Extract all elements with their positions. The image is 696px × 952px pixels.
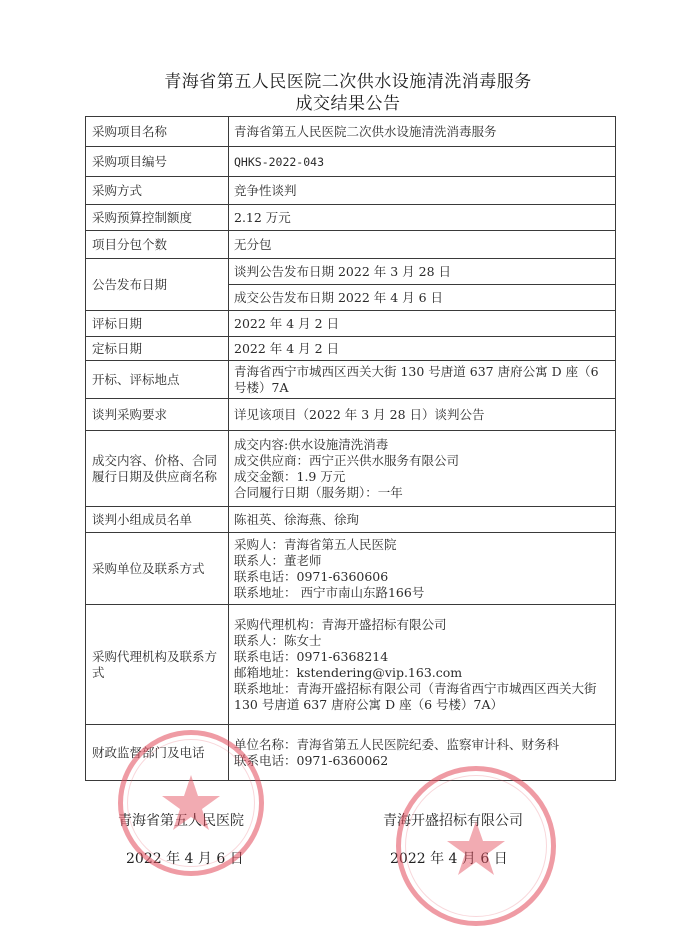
agency-email: 邮箱地址：kstendering@vip.163.com [234,664,463,680]
row-value [229,605,616,725]
result-supplier: 成交供应商：西宁正兴供水服务有限公司 [234,452,460,468]
page-title: 青海省第五人民医院二次供水设施清洗消毒服务 [164,72,532,92]
row-label: 采购方式 [86,177,229,205]
supervision-phone: 联系电话：0971-6360062 [234,752,389,768]
row-label: 项目分包个数 [86,231,229,259]
row-label: 开标、评标地点 [86,361,229,399]
right-signature-date: 2022 年 4 月 6 日 [390,851,508,867]
row-label: 财政监督部门及电话 [86,725,229,781]
row-label: 采购项目名称 [86,117,229,147]
seal-star-icon [401,771,551,921]
table-row [86,507,616,533]
table-row [86,605,616,725]
row-value: 成交公告发布日期 2022 年 4 月 6 日 [229,285,616,311]
left-signature-date: 2022 年 4 月 6 日 [126,851,244,867]
right-official-seal [396,766,556,926]
row-label: 公告发布日期 [86,259,229,311]
result-period: 合同履行日期（服务期）：一年 [234,484,403,500]
row-label: 定标日期 [86,337,229,361]
announcement-table [85,116,616,781]
row-value [229,431,616,507]
row-value: 陈祖英、徐海燕、徐珣 [229,507,616,533]
agency-contact: 联系人：陈女士 [234,632,322,648]
supervision-unit: 单位名称：青海省第五人民医院纪委、监察审计科、财务科 [234,736,560,752]
purchaser-address: 联系地址： 西宁市南山东路166号 [234,584,425,600]
table-row [86,361,616,399]
table-row [86,725,616,781]
page-subtitle: 成交结果公告 [295,94,401,114]
table-row [86,431,616,507]
result-amount: 成交金额：1.9 万元 [234,468,346,484]
row-label: 采购项目编号 [86,147,229,177]
row-label: 谈判采购要求 [86,399,229,431]
table-row [86,205,616,231]
row-label: 采购预算控制额度 [86,205,229,231]
purchaser-contact: 联系人：董老师 [234,552,322,568]
purchaser-phone: 联系电话：0971-6360606 [234,568,389,584]
row-value: 谈判公告发布日期 2022 年 3 月 28 日 [229,259,616,285]
agency-phone: 联系电话：0971-6368214 [234,648,389,664]
result-content: 成交内容:供水设施清洗消毒 [234,436,389,452]
row-value [229,725,616,781]
right-signature-org: 青海开盛招标有限公司 [383,813,523,829]
agency-name: 采购代理机构：青海开盛招标有限公司 [234,616,447,632]
table-row [86,337,616,361]
row-label: 成交内容、价格、合同履行日期及供应商名称 [86,431,229,507]
row-label: 谈判小组成员名单 [86,507,229,533]
row-label: 采购代理机构及联系方式 [86,605,229,725]
row-value: QHKS-2022-043 [229,147,616,177]
row-value: 无分包 [229,231,616,259]
row-value [229,533,616,605]
table-row [86,117,616,147]
table-row [86,259,616,285]
row-label: 采购单位及联系方式 [86,533,229,605]
row-value: 2022 年 4 月 2 日 [229,311,616,337]
table-row [86,399,616,431]
row-value: 竞争性谈判 [229,177,616,205]
row-value: 青海省西宁市城西区西关大街 130 号唐道 637 唐府公寓 D 座（6 号楼）7A [229,361,616,399]
row-value: 详见该项目（2022 年 3 月 28 日）谈判公告 [229,399,616,431]
table-row [86,231,616,259]
purchaser-name: 采购人：青海省第五人民医院 [234,536,397,552]
table-row [86,311,616,337]
table-row [86,147,616,177]
table-row [86,533,616,605]
table-row [86,177,616,205]
row-label: 评标日期 [86,311,229,337]
row-value: 青海省第五人民医院二次供水设施清洗消毒服务 [229,117,616,147]
left-signature-org: 青海省第五人民医院 [118,813,244,829]
agency-address: 联系地址：青海开盛招标有限公司（青海省西宁市城西区西关大街 130 号唐道 637 唐府公寓 D 座（6 号楼）7A） [234,680,597,712]
row-value: 2022 年 4 月 2 日 [229,337,616,361]
row-value: 2.12 万元 [229,205,616,231]
